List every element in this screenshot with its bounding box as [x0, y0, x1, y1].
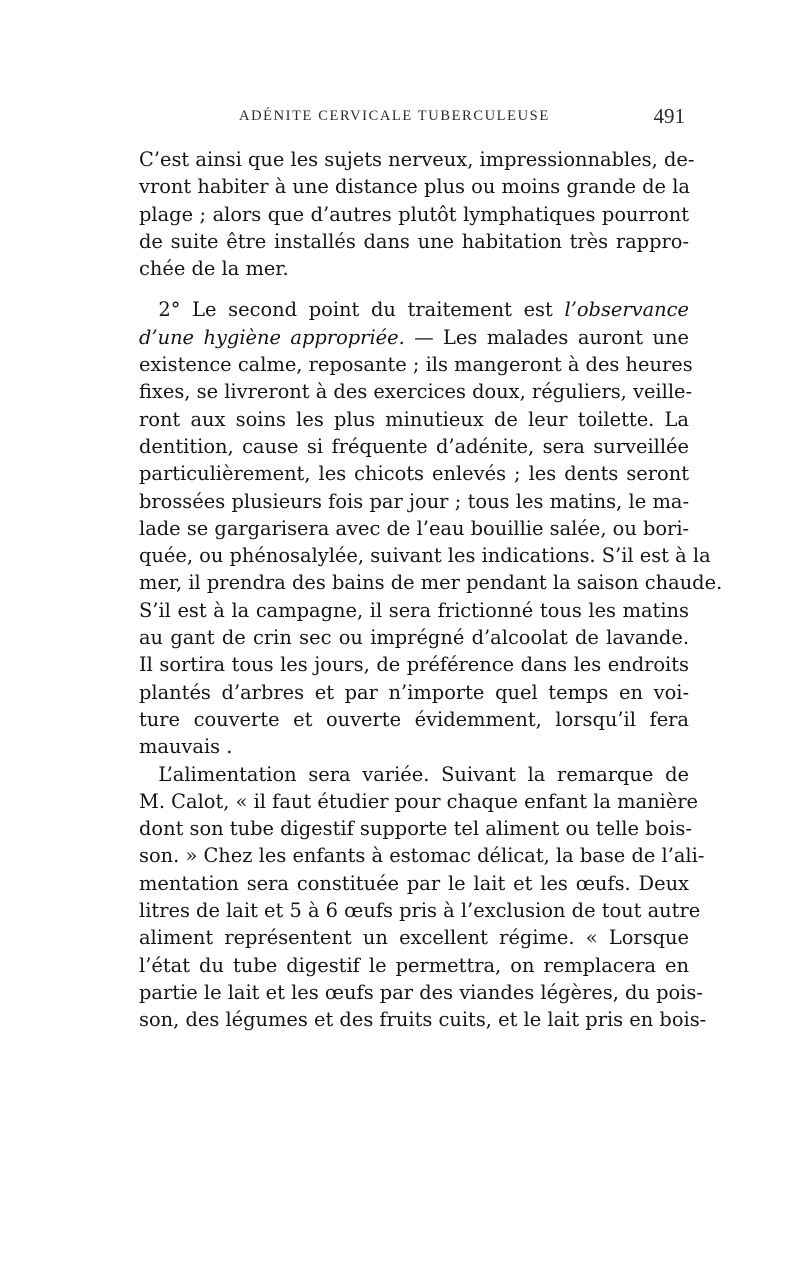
paragraph-1	[139, 146, 695, 282]
text-line: son, des légumes et des fruits cuits, et le lait pris en bois-	[139, 1008, 707, 1032]
text-line: partie le lait et les œufs par des viandes légères, du pois-	[139, 980, 703, 1004]
text-line: M. Calot, « il faut étudier pour chaque enfant la manière	[139, 789, 699, 813]
text-line: mauvais .	[139, 735, 233, 759]
text-line: dont son tube digestif supporte tel aliment ou telle bois-	[139, 817, 692, 841]
text-line: aliment représentent un excellent régime. « Lorsque	[139, 926, 689, 950]
text-line: mer, il prendra des bains de mer pendant la saison chaude.	[139, 571, 723, 595]
text-line: mentation sera constituée par le lait et les œufs. Deux	[139, 871, 689, 895]
text-line: l’état du tube digestif le permettra, on remplacera en	[139, 953, 689, 977]
text-line: plantés d’arbres et par n’importe quel temps en voi-	[139, 680, 689, 704]
text-line: au gant de crin sec ou imprégné d’alcoolat de lavande.	[139, 626, 689, 650]
text-line: lade se gargarisera avec de l’eau bouillie salée, ou bori-	[139, 516, 690, 540]
text-line: dentition, cause si fréquente d’adénite, sera surveillée	[139, 434, 689, 458]
body-text	[139, 146, 723, 1034]
italic-phrase: d’une hygiène appropriée.	[139, 325, 405, 349]
text-line: Il sortira tous les jours, de préférence dans les endroits	[139, 653, 689, 677]
text-line: vront habiter à une distance plus ou moins grande de la	[139, 175, 690, 199]
text-line: C’est ainsi que les sujets nerveux, impressionnables, de-	[139, 148, 695, 171]
text-line	[139, 761, 689, 788]
text-line: chée de la mer.	[139, 257, 289, 281]
text-line: plage ; alors que d’autres plutôt lymphatiques pourront	[139, 202, 689, 226]
text-segment: 2° Le second point du traitement est	[158, 298, 565, 322]
text-line: particulièrement, les chicots enlevés ; les dents seront	[139, 462, 689, 486]
italic-phrase: l’observance	[564, 298, 689, 322]
text-line: S’il est à la campagne, il sera frictionné tous les matins	[139, 598, 689, 622]
text-segment: L’alimentation sera variée. Suivant la remarque de	[158, 762, 689, 786]
paragraph-2	[139, 296, 723, 760]
text-line: son. » Chez les enfants à estomac délicat, la base de l’ali-	[139, 844, 705, 868]
text-line: ront aux soins les plus minutieux de leur toilette. La	[139, 407, 689, 431]
text-line: fixes, se livreront à des exercices doux, réguliers, veille-	[139, 380, 693, 404]
running-title: ADÉNITE CERVICALE TUBERCULEUSE	[239, 108, 550, 124]
text-line: de suite être installés dans une habitation très rappro-	[139, 229, 689, 253]
text-segment: — Les malades auront une	[404, 325, 689, 349]
text-line: litres de lait et 5 à 6 œufs pris à l’exclusion de tout autre	[139, 899, 701, 923]
text-line: brossées plusieurs fois par jour ; tous les matins, le ma-	[139, 489, 689, 513]
text-line: ture couverte et ouverte évidemment, lorsqu’il fera	[139, 707, 689, 731]
paragraph-3	[139, 761, 707, 1034]
book-page	[139, 104, 723, 1034]
page-number: 491	[653, 104, 685, 128]
text-line	[139, 296, 689, 323]
text-line: quée, ou phénosalylée, suivant les indications. S’il est à la	[139, 544, 711, 568]
text-line: existence calme, reposante ; ils mangeront à des heures	[139, 353, 693, 377]
running-header	[139, 104, 689, 136]
text-line	[139, 324, 689, 351]
